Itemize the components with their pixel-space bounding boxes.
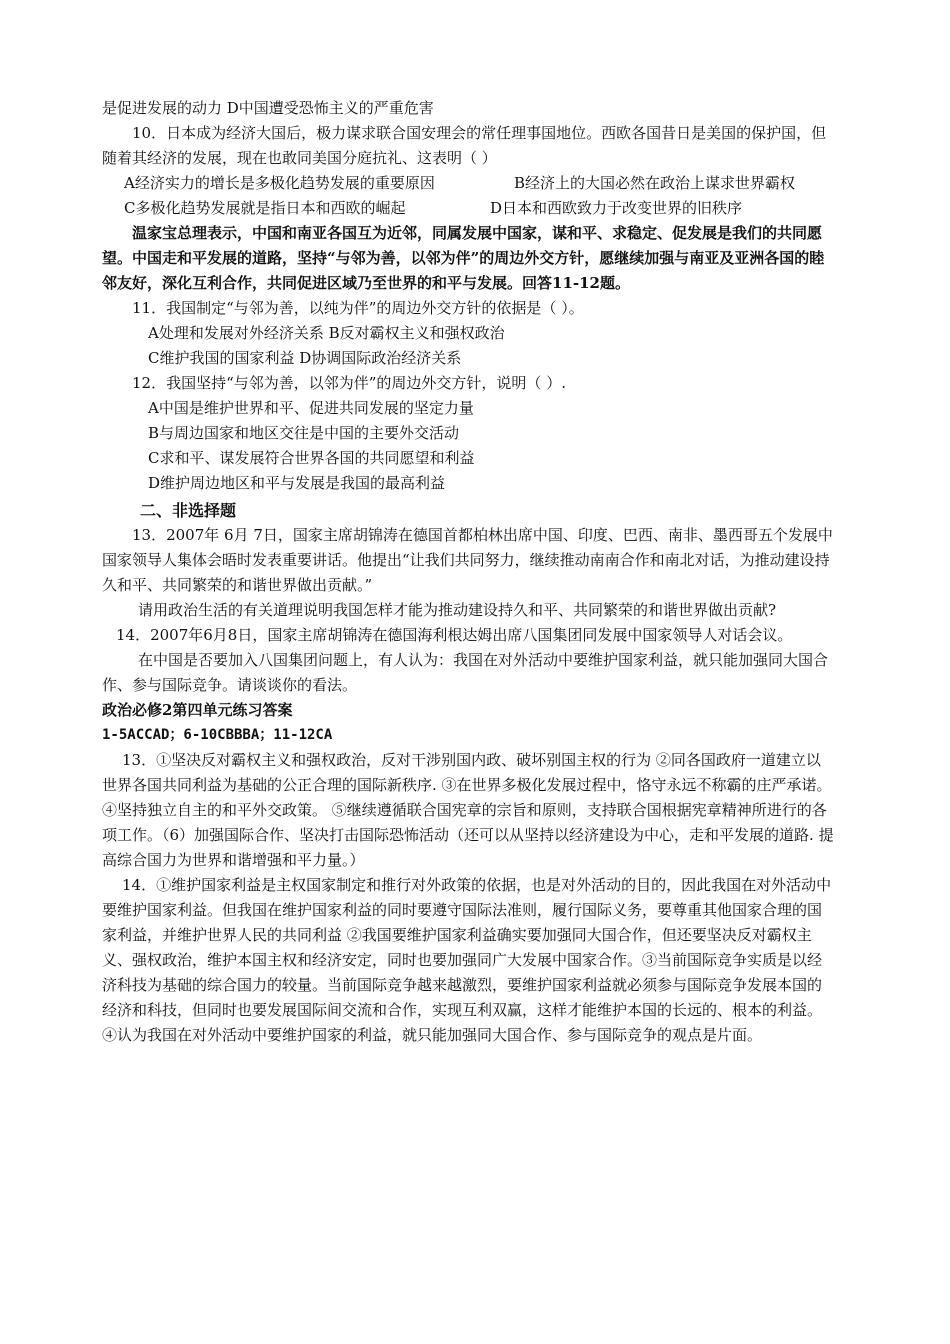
question-14: 14．2007年6月8日，国家主席胡锦涛在德国海利根达姆出席八国集团同发展中国家领导人对话会议。 xyxy=(116,626,793,644)
answer-13: 13．①坚决反对霸权主义和强权政治，反对干涉别国内政、破坏别国主权的行为 ②同各国政府一道建立以世界各国共同利益为基础的公正合理的国际新秩序. ③在世界多极化发展过程中，恪守永远不称霸的庄严承诺。 ④坚持独立自主的和平外交政策。 ⑤继续遵循联合国宪章的宗旨和原则，支持联合国根据宪章精神所进行的各项工作。（6）加强国际合作、坚决打击国际恐怖活动（还可以从坚持以经济建设为中心，走和平发展的道路. 提高综合国力为世界和谐增强和平力量。） xyxy=(102,751,834,869)
text-line-q9-tail: 是促进发展的动力 D中国遭受恐怖主义的严重危害 xyxy=(102,99,434,117)
option-12-a: A中国是维护世界和平、促进共同发展的坚定力量 xyxy=(148,399,474,417)
option-10-d: D日本和西欧致力于改变世界的旧秩序 xyxy=(490,199,743,217)
question-10: 10．日本成为经济大国后，极力谋求联合国安理会的常任理事国地位。西欧各国昔日是美国的保护国，但随着其经济的发展，现在也敢同美国分庭抗礼、这表明（ ） xyxy=(102,124,827,167)
answer-title: 政治必修2第四单元练习答案 xyxy=(102,701,293,719)
question-11-options-cd: C维护我国的国家利益 D协调国际政治经济关系 xyxy=(148,349,462,367)
option-12-b: B与周边国家和地区交往是中国的主要外交活动 xyxy=(148,424,460,442)
question-11-options-ab: A处理和发展对外经济关系 B反对霸权主义和强权政治 xyxy=(148,324,505,342)
question-10-options-row-1 xyxy=(102,171,834,196)
question-12: 12．我国坚持“与邻为善，以邻为伴”的周边外交方针，说明（ ）. xyxy=(132,374,566,392)
option-12-d: D维护周边地区和平与发展是我国的最高利益 xyxy=(148,474,446,492)
answer-choices: 1-5ACCAD；6-10CBBBA；11-12CA xyxy=(102,727,333,743)
question-10-options-row-2 xyxy=(102,196,834,221)
document-page xyxy=(102,96,834,1048)
option-12-c: C求和平、谋发展符合世界各国的共同愿望和利益 xyxy=(148,449,475,467)
section-heading-non-choice: 二、非选择题 xyxy=(140,501,237,520)
reading-passage: 温家宝总理表示，中国和南亚各国互为近邻，同属发展中国家，谋和平、求稳定、促发展是我们的共同愿望。中国走和平发展的道路，坚持“与邻为善，以邻为伴”的周边外交方针，愿继续加强与南亚及亚洲各国的睦邻友好，深化互利合作，共同促进区域乃至世界的和平与发展。回答11-12题。 xyxy=(102,224,825,292)
option-10-b: B经济上的大国必然在政治上谋求世界霸权 xyxy=(514,174,796,192)
question-13-prompt: 请用政治生活的有关道理说明我国怎样才能为推动建设持久和平、共同繁荣的和谐世界做出贡献? xyxy=(138,601,777,619)
option-10-c: C多极化趋势发展就是指日本和西欧的崛起 xyxy=(124,199,406,217)
question-11: 11．我国制定“与邻为善，以纯为伴”的周边外交方针的依据是（ ）。 xyxy=(132,299,584,317)
option-10-a: A经济实力的增长是多极化趋势发展的重要原因 xyxy=(124,174,435,192)
question-13: 13．2007年 6月 7日，国家主席胡锦涛在德国首都柏林出席中国、印度、巴西、南非、墨西哥五个发展中国家领导人集体会晤时发表重要讲话。他提出“让我们共同努力，继续推动南南合作和南北对话，为推动建设持久和平、共同繁荣的和谐世界做出贡献。” xyxy=(102,526,833,594)
answer-14: 14．①维护国家利益是主权国家制定和推行对外政策的依据，也是对外活动的目的，因此我国在对外活动中要维护国家利益。但我国在维护国家利益的同时要遵守国际法准则，履行国际义务，要尊重其他国家合理的国家利益，并维护世界人民的共同利益 ②我国要维护国家利益确实要加强同大国合作，但还要坚决反对霸权主义、强权政治，维护本国主权和经济安定，同时也要加强同广大发展中国家合作。③当前国际竞争实质是以经济科技为基础的综合国力的较量。当前国际竞争越来越激烈，要维护国家利益就必须参与国际竞争发展本国的经济和科技，但同时也要发展国际间交流和合作，实现互利双赢，这样才能维护本国的长远的、根本的利益。④认为我国在对外活动中要维护国家的利益，就只能加强同大国合作、参与国际竞争的观点是片面。 xyxy=(102,876,832,1044)
question-14-prompt: 在中国是否要加入八国集团问题上，有人认为：我国在对外活动中要维护国家利益，就只能加强同大国合作、参与国际竞争。请谈谈你的看法。 xyxy=(102,651,829,694)
